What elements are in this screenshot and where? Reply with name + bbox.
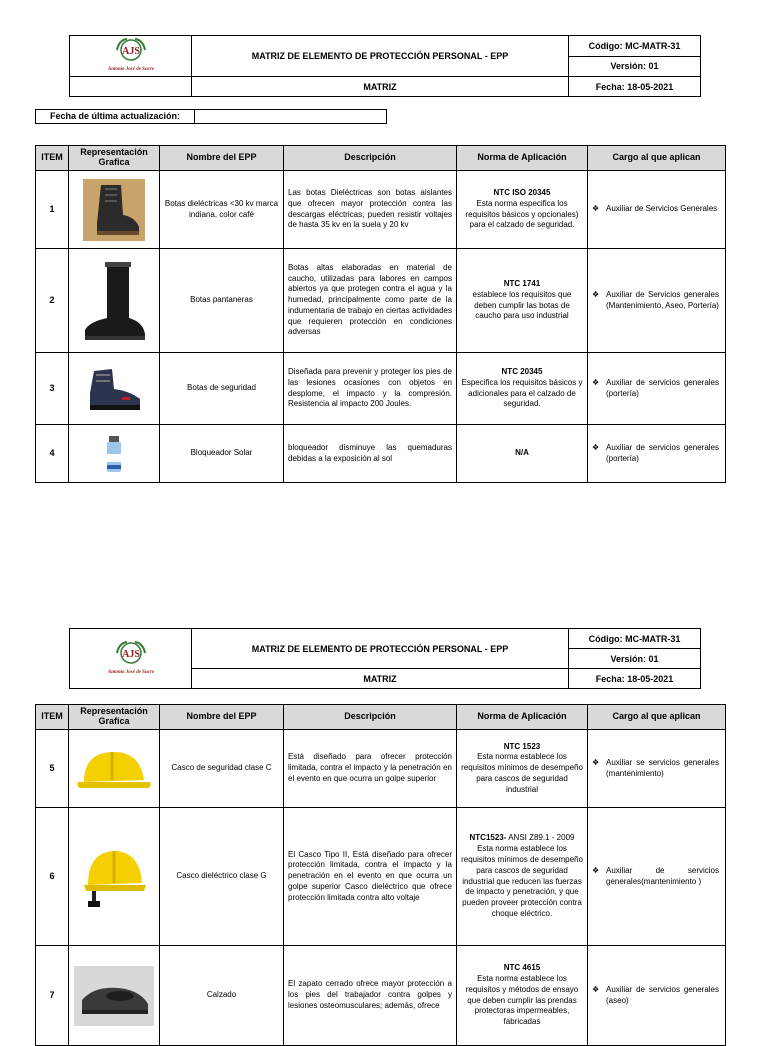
epp-description: bloqueador disminuye las quemaduras debidas a la exposición al sol (284, 425, 457, 483)
item-number: 4 (36, 425, 69, 483)
sunscreen-image (69, 425, 160, 483)
epp-description: Está diseñado para ofrecer protección limitada, contra el impacto y la penetración en el evento en que ocurra un golpe superior (284, 730, 457, 808)
norm-text: establece los requisitos que deben cumplir las botas de caucho para uso industrial (472, 289, 572, 321)
item-number: 1 (36, 171, 69, 249)
column-header: Cargo al que aplican (588, 146, 726, 171)
epp-description: Las botas Dieléctricas son botas aislantes que ofrecen mayor protección contra las descargas eléctricas, pueden resistir voltajes de hasta 35 kv en la suela y 20 kv (284, 171, 457, 249)
norm-prefix: ANSI Z89.1 - 2009 (508, 833, 575, 843)
epp-cargo (588, 425, 726, 483)
diamond-bullet-icon: ❖ (592, 377, 600, 387)
safety-boot-image (69, 353, 160, 425)
column-header: Cargo al que aplican (588, 705, 726, 730)
epp-norm (457, 353, 588, 425)
cargo-text: Auxiliar se servicios generales (mantenimiento) (606, 757, 719, 778)
column-header: Descripción (284, 705, 457, 730)
epp-norm (457, 171, 588, 249)
norm-title: N/A (515, 448, 529, 458)
item-number: 5 (36, 730, 69, 808)
document-code: Código: MC-MATR-31 (569, 629, 701, 649)
document-code: Código: MC-MATR-31 (569, 36, 701, 57)
epp-description: El zapato cerrado ofrece mayor protección a los pies del trabajador contra golpes y lesiones osteomusculares; además, ofrece (284, 946, 457, 1046)
column-header: Descripción (284, 146, 457, 171)
cargo-text: Auxiliar de Servicios generales (Mantenimiento, Aseo, Portería) (606, 289, 719, 310)
diamond-bullet-icon: ❖ (592, 289, 600, 299)
epp-norm (457, 946, 588, 1046)
institution-logo-icon (91, 36, 171, 76)
epp-name: Calzado (160, 946, 284, 1046)
epp-name: Bloqueador Solar (160, 425, 284, 483)
hard-hat-image (69, 730, 160, 808)
document-subtitle: MATRIZ (192, 77, 569, 97)
epp-norm (457, 425, 588, 483)
epp-norm (457, 249, 588, 353)
epp-name: Casco dieléctrico clase G (160, 808, 284, 946)
epp-description: Diseñada para prevenir y proteger los pies de las lesiones ocasiones con objetos en desplome, el impacto y la compresión. Resistencia al impacto 200 Joules. (284, 353, 457, 425)
norm-text: Especifica los requisitos básicos y adicionales para el calzado de seguridad. (461, 377, 583, 409)
dielectric-helmet-image (69, 808, 160, 946)
epp-cargo (588, 353, 726, 425)
epp-name: Casco de seguridad clase C (160, 730, 284, 808)
epp-cargo (588, 249, 726, 353)
item-number: 3 (36, 353, 69, 425)
norm-title: NTC 20345 (501, 366, 543, 376)
table-header-row (36, 146, 726, 171)
cargo-text: Auxiliar de Servicios Generales (606, 204, 718, 214)
column-header: ITEM (36, 705, 69, 730)
logo (70, 629, 192, 689)
column-header: Nombre del EPP (160, 146, 284, 171)
norm-title: NTC 1741 (503, 278, 541, 288)
epp-name: Botas de seguridad (160, 353, 284, 425)
epp-cargo (588, 730, 726, 808)
epp-cargo (588, 946, 726, 1046)
norm-text: Esta norma establece los requisitos mínimos de desempeño para cascos de seguridad industrial (461, 752, 583, 794)
table-row (36, 425, 726, 483)
table-row (36, 946, 726, 1046)
diamond-bullet-icon: ❖ (592, 204, 600, 214)
column-header: Norma de Aplicación (457, 146, 588, 171)
table-row (36, 171, 726, 249)
closed-shoe-image (69, 946, 160, 1046)
epp-norm (457, 730, 588, 808)
document-title: MATRIZ DE ELEMENTO DE PROTECCIÓN PERSONAL - EPP (192, 629, 569, 669)
norm-title: NTC1523- (469, 833, 507, 843)
last-update-label: Fecha de última actualización: (36, 110, 195, 123)
cargo-text: Auxiliar de servicios generales (aseo) (606, 984, 719, 1005)
item-number: 6 (36, 808, 69, 946)
norm-title: NTC ISO 20345 (493, 187, 551, 197)
diamond-bullet-icon: ❖ (592, 865, 600, 875)
document-header (69, 628, 701, 689)
svg-text:Antonio José de Sucre: Antonio José de Sucre (107, 67, 154, 72)
table-row (36, 353, 726, 425)
table-row (36, 249, 726, 353)
document-header (69, 35, 701, 97)
diamond-bullet-icon: ❖ (592, 984, 600, 994)
column-header: Nombre del EPP (160, 705, 284, 730)
cargo-text: Auxiliar de servicios generales(mantenimiento ) (606, 865, 719, 886)
epp-norm (457, 808, 588, 946)
diamond-bullet-icon: ❖ (592, 757, 600, 767)
logo (70, 36, 192, 77)
table-row (36, 730, 726, 808)
table-row (36, 808, 726, 946)
item-number: 7 (36, 946, 69, 1046)
cargo-text: Auxiliar de servicios generales (portería) (606, 377, 719, 398)
institution-logo-icon (91, 639, 171, 679)
document-title: MATRIZ DE ELEMENTO DE PROTECCIÓN PERSONAL - EPP (192, 36, 569, 77)
norm-title: NTC 1523 (503, 741, 541, 751)
diamond-bullet-icon: ❖ (592, 442, 600, 452)
epp-name: Botas pantaneras (160, 249, 284, 353)
document-subtitle: MATRIZ (192, 669, 569, 689)
epp-cargo (588, 808, 726, 946)
norm-text: Esta norma establece los requisitos y métodos de ensayo que deben cumplir las prendas protectoras impermeables, fabricadas (465, 973, 579, 1027)
svg-text:Antonio José de Sucre: Antonio José de Sucre (107, 669, 154, 675)
column-header: Representación Grafica (69, 705, 160, 730)
item-number: 2 (36, 249, 69, 353)
norm-text: Esta norma especifica los requisitos básicos y opcionales) para el calzado de seguridad. (465, 198, 579, 230)
document-subtitle (70, 77, 192, 97)
norm-text: Esta norma establece los requisitos mínimos de desempeño para cascos de seguridad industrial que reducen las fuerzas de impacto y penetración, y que pueden proveer protección contra choque eléctrico. (461, 844, 583, 918)
column-header: Representación Grafica (69, 146, 160, 171)
table-header-row (36, 705, 726, 730)
dielectric-boot-image (69, 171, 160, 249)
rubber-boot-image (69, 249, 160, 353)
epp-cargo (588, 171, 726, 249)
column-header: ITEM (36, 146, 69, 171)
document-version: Versión: 01 (569, 56, 701, 77)
document-version: Versión: 01 (569, 649, 701, 669)
svg-text:AJS: AJS (121, 648, 140, 660)
cargo-text: Auxiliar de servicios generales (portería) (606, 442, 719, 463)
epp-description: El Casco Tipo II, Está diseñado para ofrecer protección limitada, contra el impacto y la penetración en el evento en que ocurra un golpe superior Casco dieléctrico que ofrece protección limitada contra alto voltaje (284, 808, 457, 946)
document-date: Fecha: 18-05-2021 (569, 77, 701, 97)
document-date: Fecha: 18-05-2021 (569, 669, 701, 689)
norm-title: NTC 4615 (503, 963, 541, 973)
epp-table-page-1 (35, 145, 726, 483)
epp-table-page-2 (35, 704, 726, 1046)
epp-name: Botas dieléctricas <30 kv marca indiana, color café (160, 171, 284, 249)
svg-text:AJS: AJS (121, 46, 140, 57)
epp-description: Botas altas elaboradas en material de caucho, utilizadas para labores en campos abiertos ya que protegen contra el agua y la humedad, principalmente como parte de la indumentaria de trabajo en ciertas actividades que requieren protección en condiciones adversas (284, 249, 457, 353)
last-update-value (195, 110, 386, 123)
last-update-field (35, 109, 387, 124)
column-header: Norma de Aplicación (457, 705, 588, 730)
